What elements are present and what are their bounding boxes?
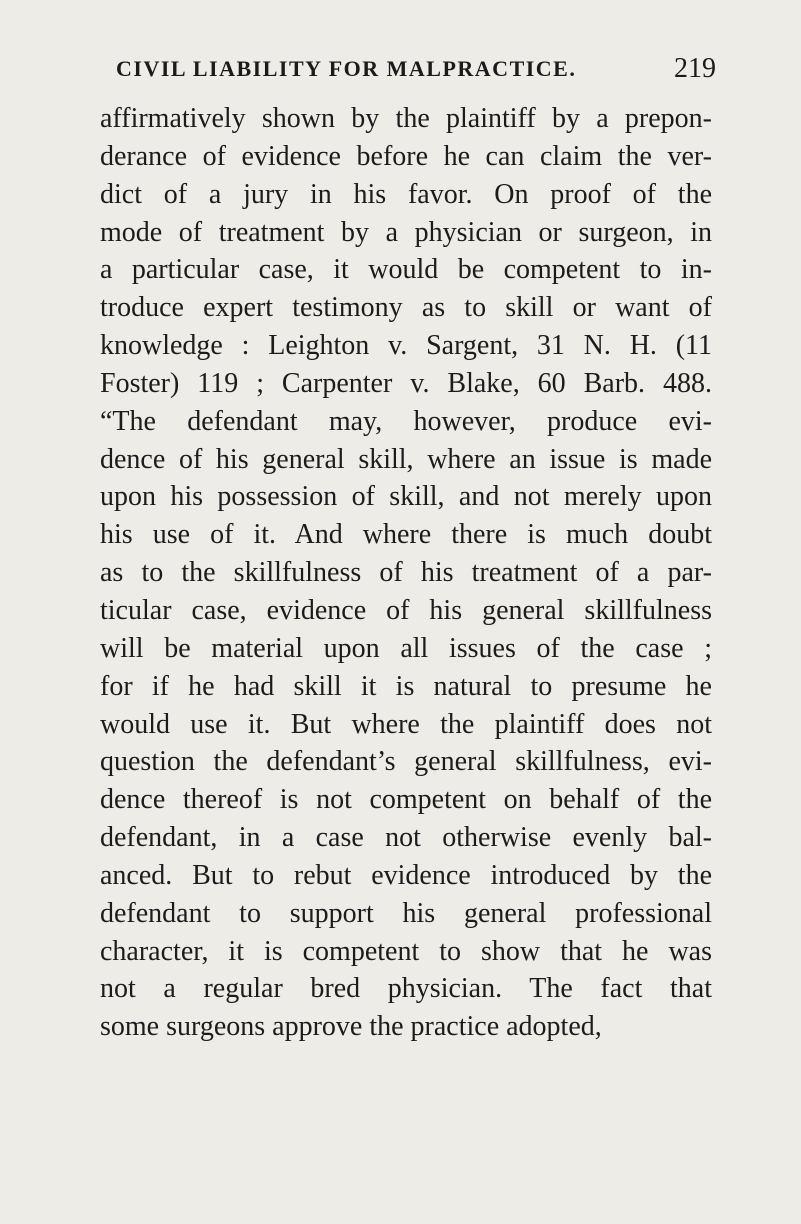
text-line: his use of it. And where there is much doubt	[100, 519, 712, 551]
text-line: ticular case, evidence of his general skillfulness	[100, 594, 712, 626]
text-line: some surgeons approve the practice adopted,	[100, 1011, 602, 1043]
text-line: knowledge : Leighton v. Sargent, 31 N. H. (11	[100, 330, 712, 362]
text-line: upon his possession of skill, and not merely upon	[100, 481, 712, 513]
text-line: dence thereof is not competent on behalf of the	[100, 784, 712, 816]
text-line: “The defendant may, however, produce evi-	[100, 405, 712, 437]
text-line: defendant, in a case not otherwise evenly bal-	[100, 822, 712, 854]
text-line: dict of a jury in his favor. On proof of the	[100, 178, 712, 210]
text-line: affirmatively shown by the plaintiff by a prepon-	[100, 103, 712, 134]
body-text	[100, 100, 712, 1046]
text-line: Foster) 119 ; Carpenter v. Blake, 60 Barb. 488.	[100, 367, 712, 399]
text-line: derance of evidence before he can claim the ver-	[100, 140, 712, 172]
text-line: defendant to support his general professional	[100, 897, 712, 929]
text-line: would use it. But where the plaintiff does not	[100, 708, 712, 740]
text-line: will be material upon all issues of the case ;	[100, 632, 712, 664]
text-line: for if he had skill it is natural to presume he	[100, 670, 712, 702]
text-line: not a regular bred physician. The fact that	[100, 973, 712, 1005]
page-number: 219	[674, 53, 716, 84]
text-line: question the defendant’s general skillfulness, evi-	[100, 746, 712, 778]
text-line: mode of treatment by a physician or surgeon, in	[100, 216, 712, 248]
text-line: dence of his general skill, where an issue is made	[100, 443, 712, 475]
text-line: anced. But to rebut evidence introduced by the	[100, 859, 712, 891]
text-line: a particular case, it would be competent to in-	[100, 254, 712, 286]
text-line: troduce expert testimony as to skill or want of	[100, 292, 712, 324]
text-line: as to the skillfulness of his treatment of a par-	[100, 557, 712, 589]
text-line: character, it is competent to show that he was	[100, 935, 712, 967]
running-title: CIVIL LIABILITY FOR MALPRACTICE.	[116, 56, 577, 81]
running-head	[116, 53, 716, 92]
